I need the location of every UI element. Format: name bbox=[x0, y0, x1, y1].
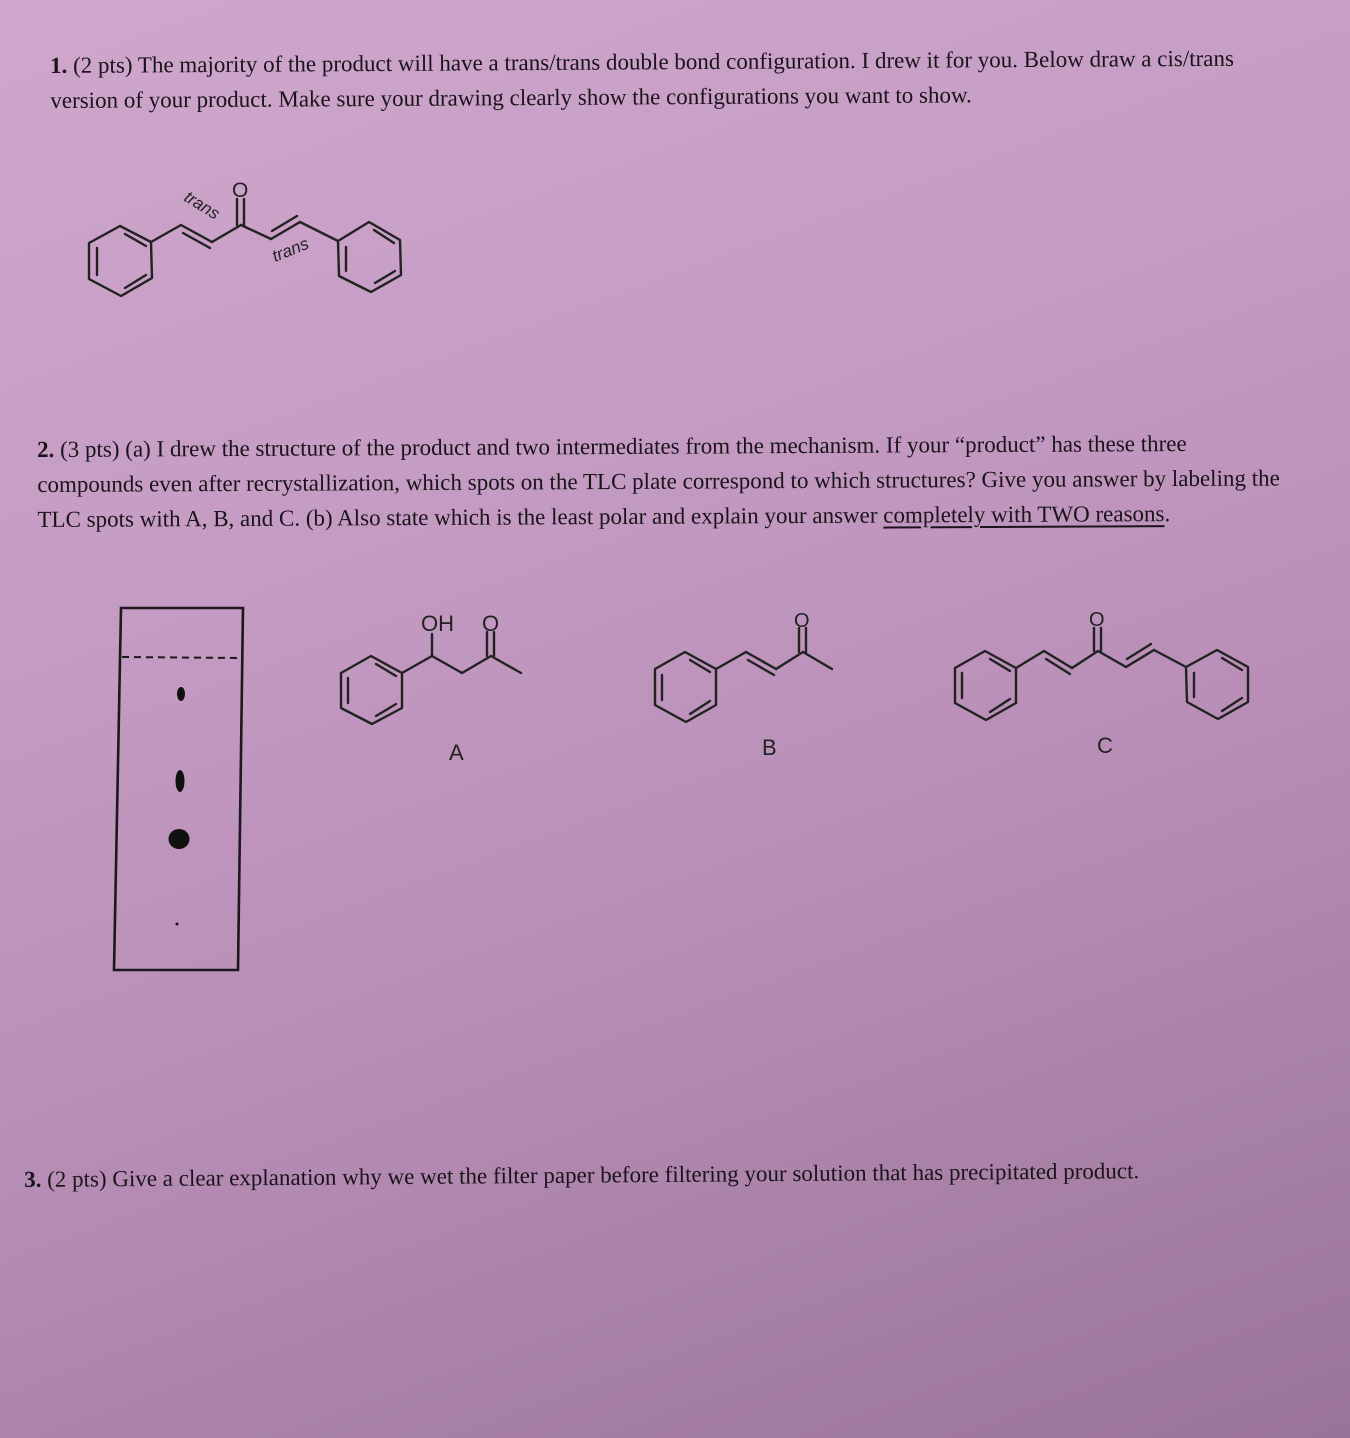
structure-c-label: C bbox=[1097, 733, 1113, 758]
structure-a-label: A bbox=[449, 740, 464, 765]
question-2-underlined-text: completely with TWO reasons bbox=[883, 501, 1165, 528]
structure-q1-left-trans-label: trans bbox=[180, 187, 224, 224]
structure-c-oxygen: O bbox=[1089, 609, 1105, 631]
structure-a-oxygen: O bbox=[482, 611, 500, 636]
structure-q1-right-trans-label: trans bbox=[269, 233, 312, 266]
question-1-text: (2 pts) The majority of the product will have a trans/trans double bond configuration. I drew it for you. Below draw a cis/trans version of your product. Make sure your drawing clearly show the configurations you want to show. bbox=[50, 45, 1234, 113]
structure-a-hydroxyl: OH bbox=[421, 611, 454, 636]
structure-q1-oxygen: O bbox=[232, 179, 249, 202]
structure-c-bonds bbox=[955, 628, 1248, 720]
question-3-text: (2 pts) Give a clear explanation why we wet the filter paper before filtering your solution that has precipitated product. bbox=[41, 1158, 1140, 1192]
question-1-number: 1. bbox=[50, 52, 68, 78]
question-2-end: . bbox=[1164, 501, 1171, 527]
structure-b-label: B bbox=[762, 735, 777, 760]
structure-b-oxygen: O bbox=[794, 610, 810, 632]
question-2-text: (3 pts) (a) I drew the structure of the product and two intermediates from the mechanism. If your “product” has these three compounds even after recrystallization, which spots on the TLC plate correspond to which structures? Give you answer by labeling the TLC spots with A, B, and C. (b) Also state which is the least polar and explain your answer bbox=[37, 430, 1280, 532]
question-2-number: 2. bbox=[37, 436, 55, 462]
question-3-number: 3. bbox=[24, 1166, 42, 1192]
